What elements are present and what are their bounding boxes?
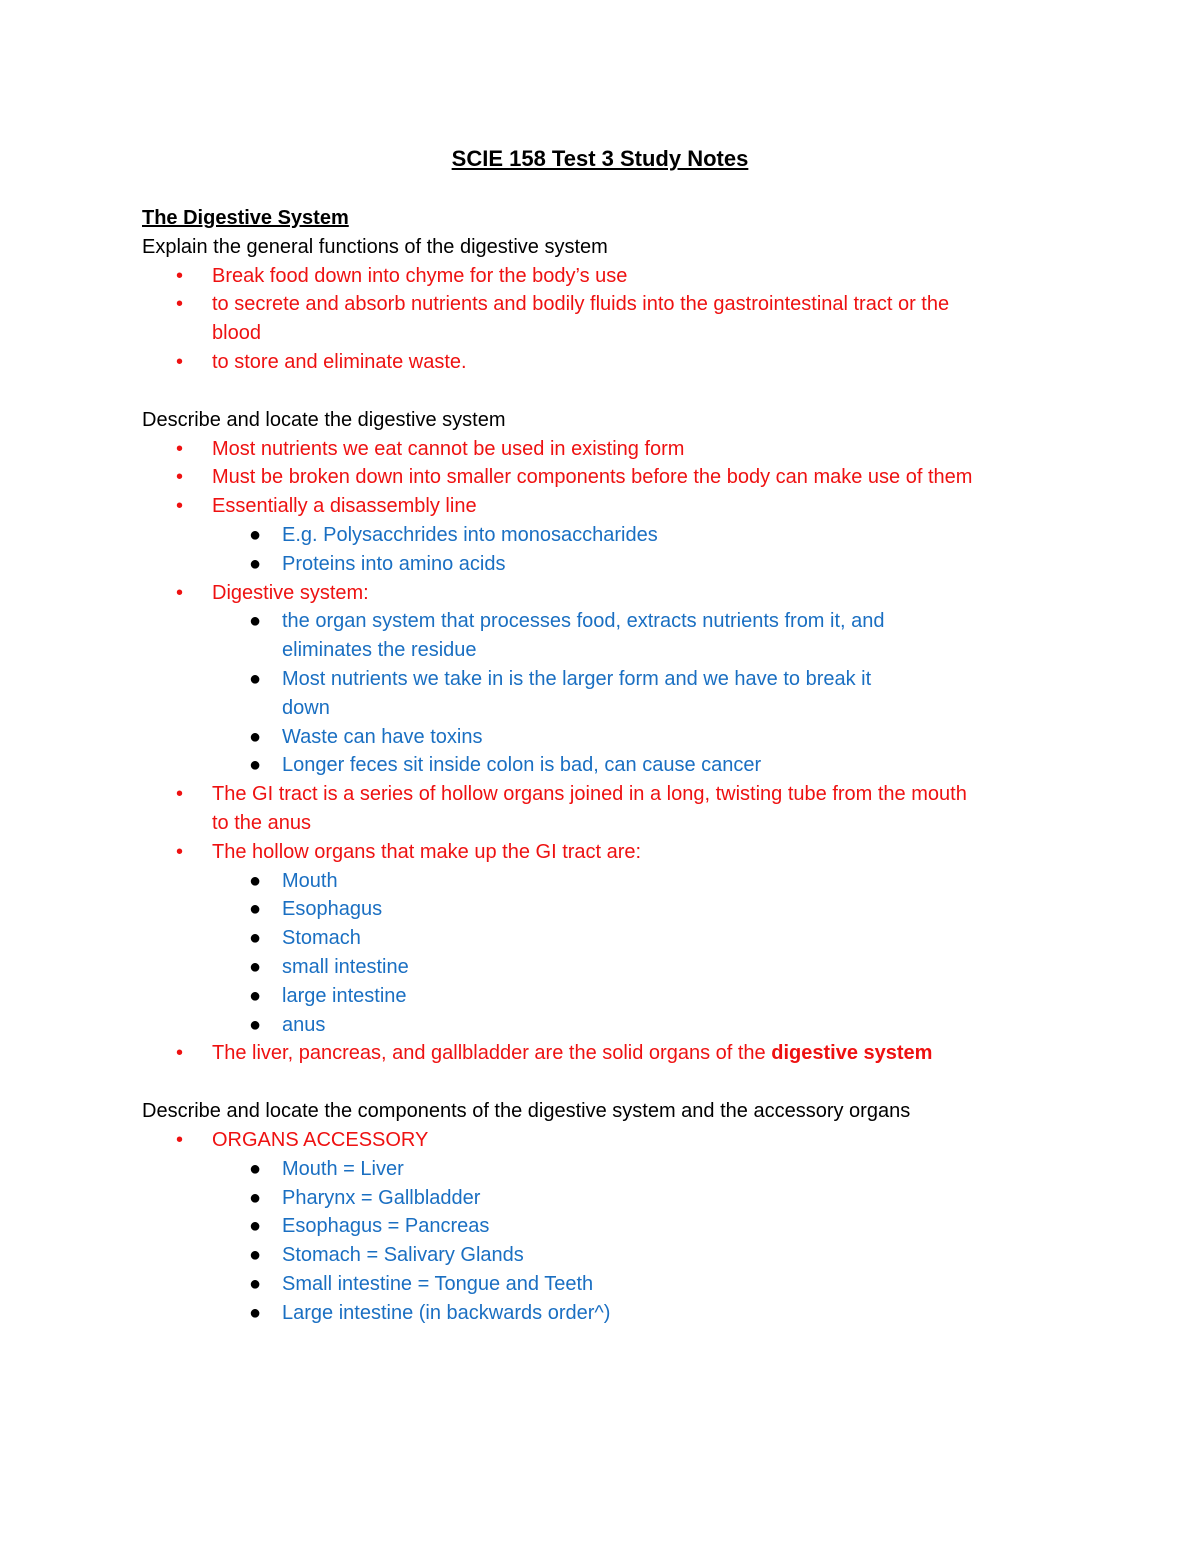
sub-list: [249, 607, 982, 780]
sub-list-item-text: Most nutrients we take in is the larger form and we have to break it down: [282, 667, 872, 719]
sub-list-item-text: large intestine: [282, 984, 407, 1007]
list-item: [142, 290, 982, 348]
bullet-icon: ●: [249, 523, 262, 546]
bullet-icon: ●: [249, 1272, 262, 1295]
bullet-icon: ●: [249, 1013, 262, 1036]
answer-list: [142, 435, 982, 1069]
bullet-icon: •: [176, 437, 184, 460]
list-item: [142, 463, 982, 492]
sub-list-item-text: Waste can have toxins: [282, 725, 483, 748]
answer-list: [142, 1126, 982, 1328]
list-item: [142, 838, 982, 1040]
sub-list-item: [211, 1241, 911, 1270]
bullet-icon: •: [176, 1128, 184, 1151]
sub-list-item-text: Large intestine (in backwards order^): [282, 1301, 611, 1324]
sub-list: [249, 867, 982, 1040]
sub-list-item: [211, 1155, 911, 1184]
bullet-icon: •: [176, 264, 184, 287]
sub-list: [249, 1155, 982, 1328]
sub-list-item: [211, 953, 911, 982]
list-item-text: The liver, pancreas, and gallbladder are the solid organs of the: [212, 1042, 772, 1065]
bullet-icon: ●: [249, 1244, 262, 1267]
bullet-icon: •: [176, 783, 184, 806]
bullet-icon: ●: [249, 754, 262, 777]
bullet-icon: •: [176, 581, 184, 604]
sub-list-item-text: Small intestine = Tongue and Teeth: [282, 1272, 594, 1295]
list-item: [142, 579, 982, 781]
bullet-icon: ●: [249, 869, 262, 892]
list-item: [142, 1126, 982, 1328]
bullet-icon: ●: [249, 984, 262, 1007]
bullet-icon: ●: [249, 1186, 262, 1209]
sub-list: [249, 521, 982, 579]
sub-list-item-text: small intestine: [282, 955, 409, 978]
sub-list-item: [211, 550, 911, 579]
bullet-icon: ●: [249, 955, 262, 978]
section-title: The Digestive System: [142, 207, 349, 229]
sub-list-item: [211, 1270, 911, 1299]
sub-list-item: [211, 924, 911, 953]
list-item-text: to secrete and absorb nutrients and bodily fluids into the gastrointestinal tract or the blood: [212, 293, 950, 345]
spacer: [142, 1068, 982, 1097]
sub-list-item: [211, 1184, 911, 1213]
sub-list-item: [211, 1011, 911, 1040]
bullet-icon: •: [176, 350, 184, 373]
bullet-icon: •: [176, 466, 184, 489]
sub-list-item-text: Esophagus: [282, 898, 383, 921]
sub-list-item: [211, 1212, 911, 1241]
bullet-icon: ●: [249, 667, 262, 690]
list-item-text: Must be broken down into smaller components before the body can make use of them: [212, 466, 973, 489]
spacer: [142, 377, 982, 406]
sub-list-item: [211, 521, 911, 550]
list-item-text: Essentially a disassembly line: [212, 495, 477, 518]
sub-list-item: [211, 665, 911, 723]
sub-list-item: [211, 751, 911, 780]
sub-list-item-text: Longer feces sit inside colon is bad, can cause cancer: [282, 754, 762, 777]
bullet-icon: ●: [249, 927, 262, 950]
answer-list: [142, 262, 982, 377]
sub-list-item: [211, 607, 911, 665]
sub-list-item: [211, 895, 911, 924]
list-item-text: to store and eliminate waste.: [212, 350, 467, 373]
list-item: [142, 262, 982, 291]
list-item: [142, 1039, 982, 1068]
bullet-icon: ●: [249, 610, 262, 633]
sub-list-item-text: Mouth = Liver: [282, 1157, 404, 1180]
sub-list-item: [211, 867, 911, 896]
list-item-text: Most nutrients we eat cannot be used in existing form: [212, 437, 685, 460]
list-item-text: The hollow organs that make up the GI tract are:: [212, 840, 642, 863]
bullet-icon: ●: [249, 898, 262, 921]
sub-list-item-text: Stomach: [282, 927, 361, 950]
bullet-icon: •: [176, 293, 184, 316]
bullet-icon: •: [176, 840, 184, 863]
document-body: [142, 204, 982, 1327]
question-prompt: Explain the general functions of the digestive system: [142, 235, 608, 258]
list-item-text: Digestive system:: [212, 581, 369, 604]
list-item: [142, 492, 982, 578]
list-item-text: ORGANS ACCESSORY: [212, 1128, 429, 1151]
list-item: [142, 780, 982, 838]
sub-list-item-text: Pharynx = Gallbladder: [282, 1186, 481, 1209]
sub-list-item-text: Stomach = Salivary Glands: [282, 1244, 524, 1267]
bullet-icon: •: [176, 1042, 184, 1065]
sub-list-item-text: Esophagus = Pancreas: [282, 1215, 490, 1238]
bullet-icon: ●: [249, 1157, 262, 1180]
bullet-icon: ●: [249, 725, 262, 748]
list-item: [142, 348, 982, 377]
question-prompt: Describe and locate the digestive system: [142, 408, 506, 431]
list-item: [142, 435, 982, 464]
list-item-text: The GI tract is a series of hollow organs joined in a long, twisting tube from the mouth to the anus: [212, 783, 967, 834]
question-prompt: Describe and locate the components of the digestive system and the accessory organs: [142, 1100, 911, 1123]
sub-list-item: [211, 723, 911, 752]
bullet-icon: ●: [249, 552, 262, 575]
sub-list-item-text: the organ system that processes food, extracts nutrients from it, and eliminates the residue: [282, 610, 885, 662]
bullet-icon: ●: [249, 1215, 262, 1238]
bullet-icon: ●: [249, 1301, 262, 1324]
sub-list-item-text: Mouth: [282, 869, 338, 892]
sub-list-item-text: anus: [282, 1013, 326, 1036]
sub-list-item-text: Proteins into amino acids: [282, 552, 506, 575]
sub-list-item: [211, 1299, 911, 1328]
sub-list-item-text: E.g. Polysacchrides into monosaccharides: [282, 523, 658, 546]
page-title: SCIE 158 Test 3 Study Notes: [451, 146, 749, 171]
list-item-text: Break food down into chyme for the body’s use: [212, 264, 628, 287]
bold-term: digestive system: [771, 1042, 933, 1065]
sub-list-item: [211, 982, 911, 1011]
bullet-icon: •: [176, 495, 184, 518]
